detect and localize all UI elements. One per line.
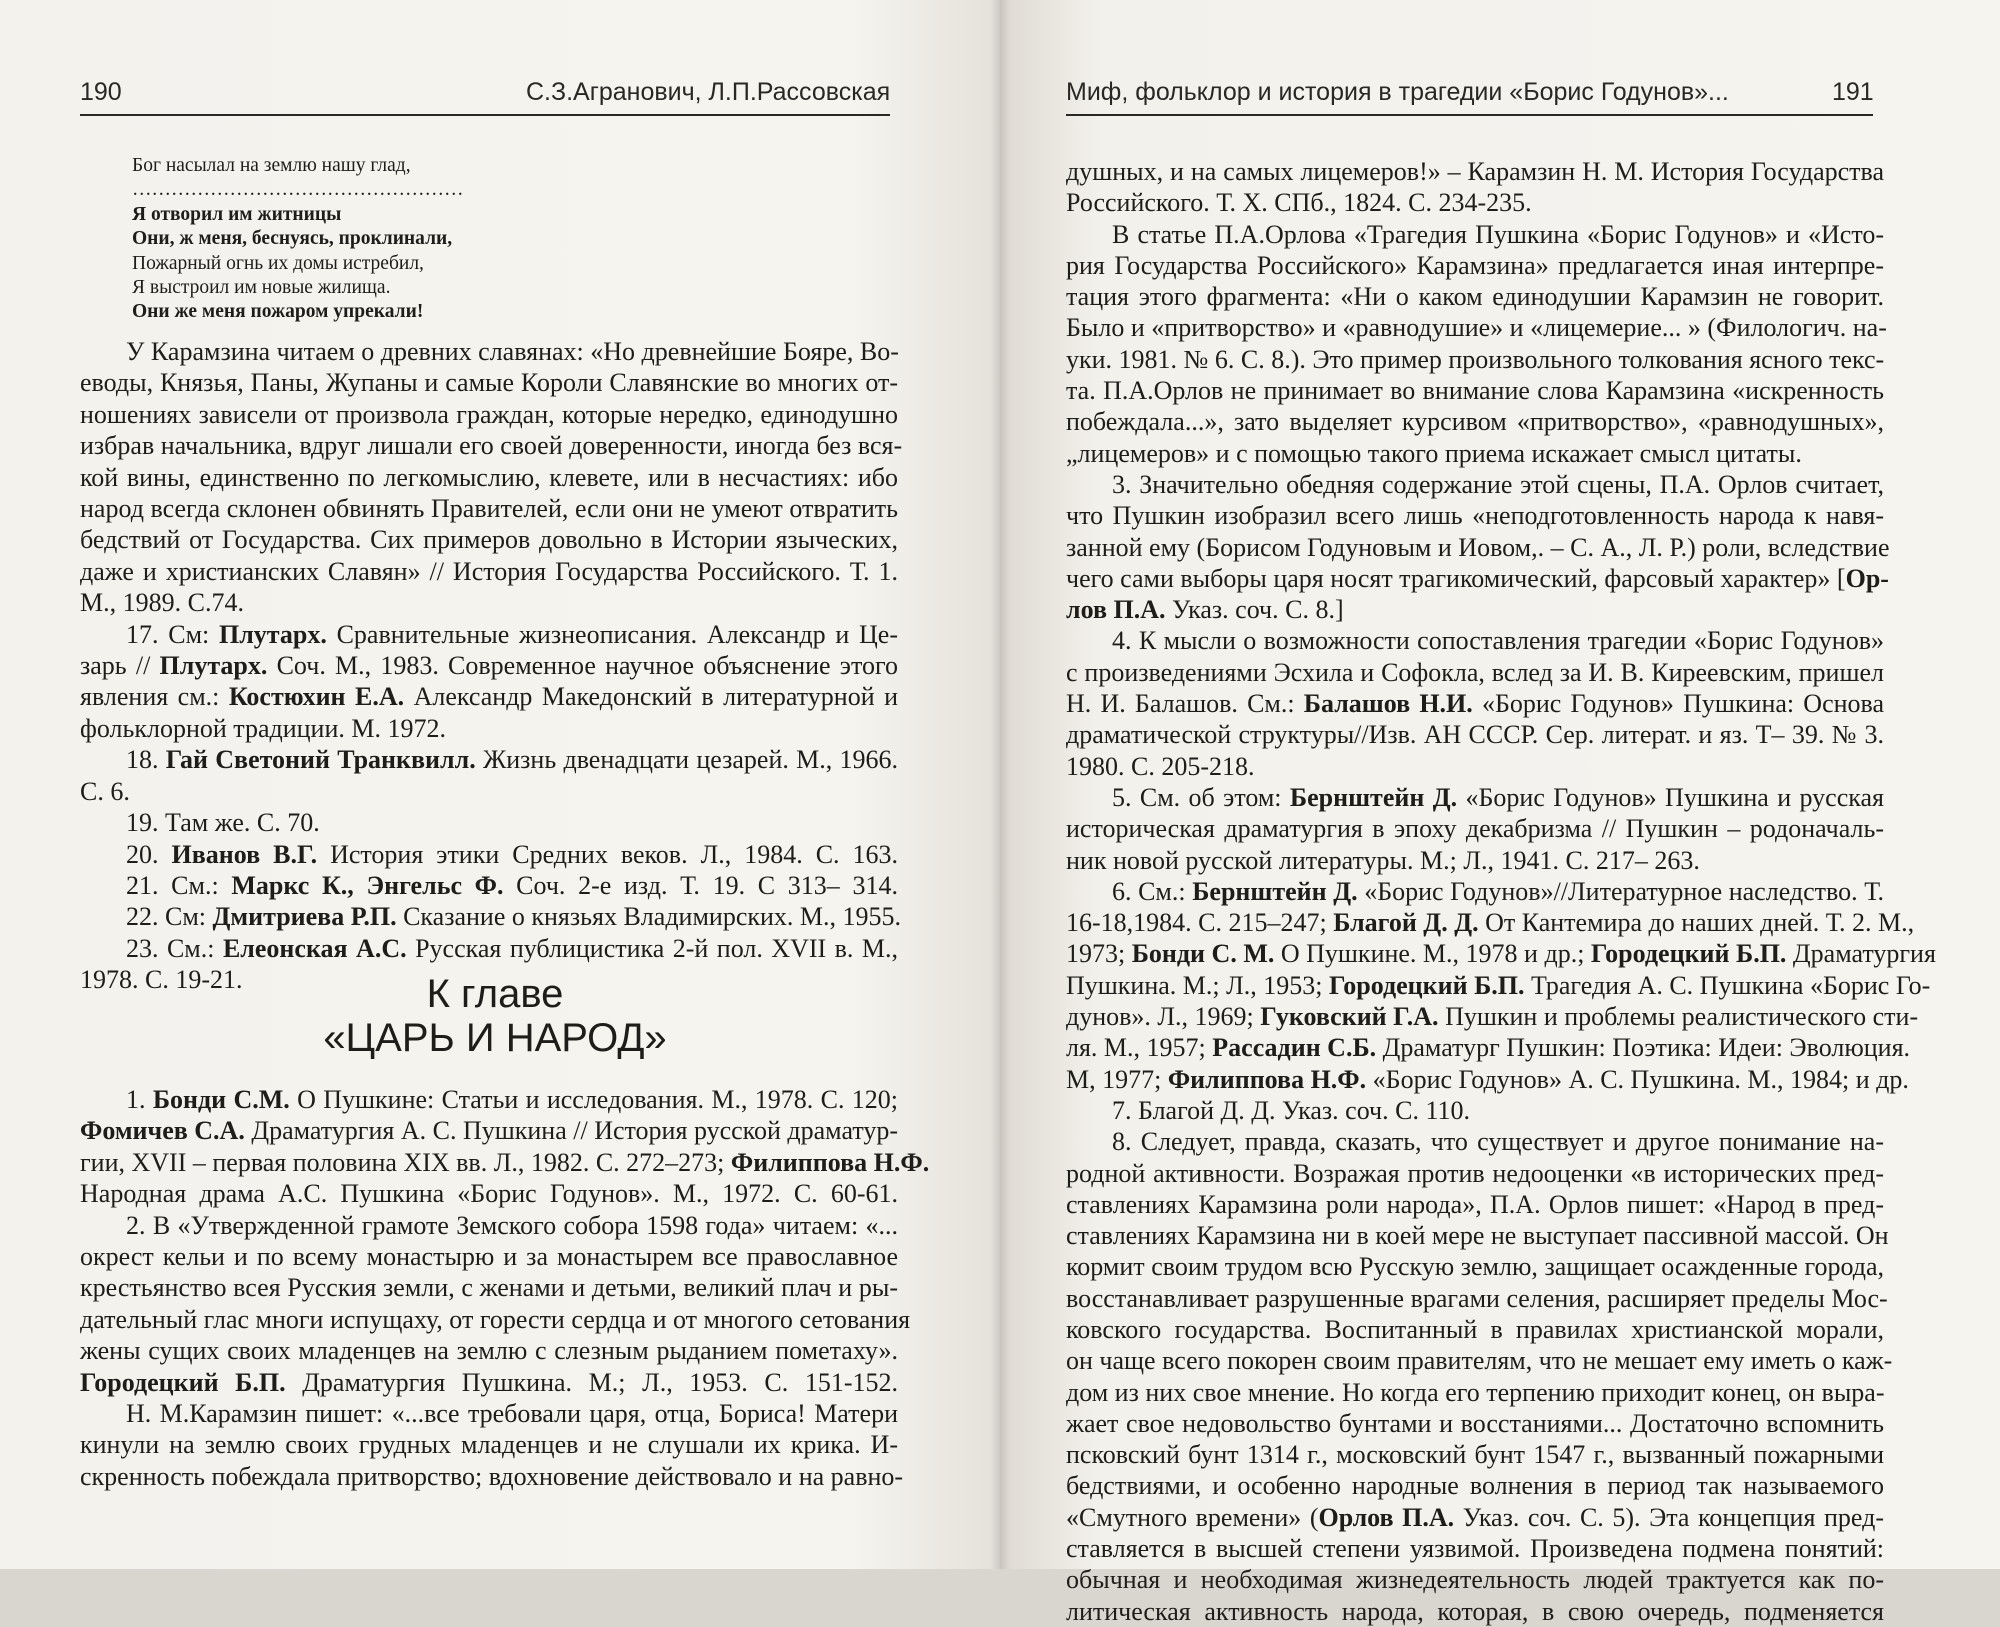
poem-line: Я выстроил им новые жилища. xyxy=(132,277,391,299)
book-gutter xyxy=(990,0,1010,1569)
text-line: жает свое недовольство бунтами и восстаниями... Достаточно вспомнить xyxy=(1066,1408,1884,1438)
text-line: Городецкий Б.П. Драматургия Пушкина. М.; Л., 1953. С. 151-152. xyxy=(80,1367,898,1397)
chapter-heading-title: «ЦАРЬ И НАРОД» xyxy=(323,1016,667,1060)
page-number-left: 190 xyxy=(80,78,122,106)
text-line: ковского государства. Воспитанный в правилах христианской морали, xyxy=(1066,1314,1884,1344)
text-line: 19. Там же. С. 70. xyxy=(126,808,320,838)
text-line: 1. Бонди С.М. О Пушкине: Статьи и исследования. М., 1978. С. 120; xyxy=(126,1085,899,1114)
text-line: окрест кельи и по всему монастырю и за монастырем все православное xyxy=(80,1242,898,1272)
left-notes-block xyxy=(80,336,903,996)
text-line: скренность побеждала притворство; вдохновение действовало и на равно- xyxy=(80,1461,904,1491)
text-line: историческая драматургия в эпоху декабризма // Пушкин – родоначаль- xyxy=(1066,814,1884,844)
text-line: что Пушкин изобразил всего лишь «неподготовленность народа к навя- xyxy=(1066,501,1884,531)
text-line: кинули на землю своих грудных младенцев и не слушали их крика. И- xyxy=(80,1430,898,1460)
text-line: М., 1989. С.74. xyxy=(80,588,244,618)
text-line: М, 1977; Филиппова Н.Ф. «Борис Годунов» А. С. Пушкина. М., 1984; и др. xyxy=(1066,1064,1909,1094)
text-line: восстанавливает разрушенные врагами селения, расширяет пределы Мос- xyxy=(1066,1283,1888,1313)
text-line: дом из них свое мнение. Но когда его терпению приходит конец, он выра- xyxy=(1066,1377,1885,1407)
text-line: Н. И. Балашов. См.: Балашов Н.И. «Борис Годунов» Пушкина: Основа xyxy=(1066,689,1885,719)
poem-epigraph xyxy=(132,154,464,325)
text-line: избрав начальника, вдруг лишали его своей доверенности, иногда без вся- xyxy=(80,431,903,461)
text-line: Народная драма А.С. Пушкина «Борис Годунов». М., 1972. С. 60-61. xyxy=(80,1179,898,1209)
text-line: С. 6. xyxy=(80,776,130,806)
poem-line: Они же меня пожаром упрекали! xyxy=(132,301,424,323)
header-rule-left xyxy=(80,114,890,116)
right-notes-block xyxy=(1066,156,1936,1627)
text-line: литическая активность народа, которая, в свою очередь, подменяется xyxy=(1066,1596,1884,1626)
text-line: он чаще всего покорен своим правителям, что не мешает ему иметь о каж- xyxy=(1066,1346,1893,1376)
header-rule-right xyxy=(1066,114,1873,116)
chapter-heading-label: К главе xyxy=(426,972,564,1016)
text-line: „лицемеров» и с помощью такого приема искажает смысл цитаты. xyxy=(1066,438,1802,468)
text-line: У Карамзина читаем о древних славянах: «Но древнейшие Бояре, Во- xyxy=(126,337,899,366)
text-line: 17. См: Плутарх. Сравнительные жизнеописания. Александр и Це- xyxy=(126,619,898,649)
text-line: Фомичев С.А. Драматургия А. С. Пушкина // История русской драматур- xyxy=(80,1116,898,1146)
text-line: дательный глас многи испущаху, от горести сердца и от многого сетования xyxy=(80,1304,911,1334)
poem-line: Бог насылал на землю нашу глад, xyxy=(132,155,411,176)
text-line: 1973; Бонди С. М. О Пушкине. М., 1978 и др.; Городецкий Б.П. Драматургия xyxy=(1066,939,1936,969)
text-line: фольклорной традиции. М. 1972. xyxy=(80,713,446,743)
text-line: драматической структуры//Изв. АН СССР. Сер. литерат. и яз. Т– 39. № 3. xyxy=(1066,720,1884,750)
text-line: В статье П.А.Орлова «Трагедия Пушкина «Борис Годунов» и «Исто- xyxy=(1112,219,1884,249)
text-line: с произведениями Эсхила и Софокла, вслед за И. В. Киреевским, пришел xyxy=(1066,657,1884,687)
text-line: 5. См. об этом: Бернштейн Д. «Борис Годунов» Пушкина и русская xyxy=(1112,782,1884,812)
text-line: ставлениях Карамзина ни в коей мере не выступает пассивной массой. Он xyxy=(1066,1221,1889,1251)
text-line: чего сами выборы царя носят трагикомический, фарсовый характер» [Ор- xyxy=(1066,563,1889,593)
text-line: ставляется в высшей степени уязвимой. Произведена подмена понятий: xyxy=(1066,1534,1884,1564)
text-line: дунов». Л., 1969; Гуковский Г.А. Пушкин и проблемы реалистического сти- xyxy=(1066,1002,1919,1032)
text-line: Н. М.Карамзин пишет: «...все требовали царя, отца, Бориса! Матери xyxy=(126,1399,898,1429)
text-line: ставлениях Карамзина роли народа», П.А. Орлов пишет: «Народ в пред- xyxy=(1066,1189,1884,1219)
text-line: явления см.: Костюхин Е.А. Александр Македонский в литературной и xyxy=(80,682,898,712)
poem-line: Они, ж меня, беснуясь, проклинали, xyxy=(132,228,453,250)
text-line: 20. Иванов В.Г. История этики Средних веков. Л., 1984. С. 163. xyxy=(126,839,899,869)
right-page xyxy=(1000,0,2000,1626)
poem-line: …………………………………………… xyxy=(132,179,464,201)
text-line: еводы, Князья, Паны, Жупаны и самые Короли Славянские во многих от- xyxy=(80,368,898,398)
text-line: гии, XVII – первая половина XIX вв. Л., 1982. С. 272–273; Филиппова Н.Ф. xyxy=(80,1147,930,1177)
text-line: 3. Значительно обедняя содержание этой сцены, П.А. Орлов считает, xyxy=(1112,469,1884,499)
page-number-right: 191 xyxy=(1832,78,1874,106)
text-line: бедствий от Государства. Сих примеров довольно в Истории языческих, xyxy=(80,525,898,555)
text-line: лов П.А. Указ. соч. С. 8.] xyxy=(1066,595,1344,625)
text-line: 2. В «Утвержденной грамоте Земского собора 1598 года» читаем: «... xyxy=(126,1210,898,1240)
text-line: 6. См.: Бернштейн Д. «Борис Годунов»//Литературное наследство. Т. xyxy=(1112,876,1884,906)
text-line: народ всегда склонен обвинять Правителей, если они не умеют отвратить xyxy=(80,494,898,524)
text-line: даже и христианских Славян» // История Государства Российского. Т. 1. xyxy=(80,556,898,586)
text-line: Пушкина. М.; Л., 1953; Городецкий Б.П. Трагедия А. С. Пушкина «Борис Го- xyxy=(1066,970,1931,1000)
text-line: 18. Гай Светоний Транквилл. Жизнь двенадцати цезарей. М., 1966. xyxy=(126,745,899,775)
poem-line: Я отворил им житницы xyxy=(132,203,342,225)
text-line: 22. См: Дмитриева Р.П. Сказание о князьях Владимирских. М., 1955. xyxy=(126,902,902,932)
text-line: 16-18,1984. С. 215–247; Благой Д. Д. От Кантемира до наших дней. Т. 2. М., xyxy=(1066,908,1915,938)
text-line: ношениях зависели от произвола граждан, которые нередко, единодушно xyxy=(80,399,898,429)
text-line: Было и «притворство» и «равнодушие» и «лицемерие... » (Филологич. на- xyxy=(1066,313,1887,343)
text-line: ля. М., 1957; Рассадин С.Б. Драматург Пушкин: Поэтика: Идеи: Эволюция. xyxy=(1066,1033,1911,1063)
text-line: ник новой русской литературы. М.; Л., 1941. С. 217– 263. xyxy=(1066,845,1700,875)
text-line: тация этого фрагмента: «Ни о каком единодушии Карамзин не говорит. xyxy=(1066,282,1884,312)
text-line: зарь // Плутарх. Соч. М., 1983. Современное научное объяснение этого xyxy=(80,651,898,681)
text-line: 4. К мысли о возможности сопоставления трагедии «Борис Годунов» xyxy=(1112,626,1884,656)
left-page xyxy=(0,0,1000,1569)
text-line: кормит своим трудом всю Русскую землю, защищает осажденные города, xyxy=(1066,1252,1884,1282)
text-line: уки. 1981. № 6. С. 8.). Это пример произвольного толкования ясного текс- xyxy=(1066,344,1885,374)
text-line: крестьянство всея Русския земли, с женами и детьми, великий плач и ры- xyxy=(80,1273,898,1303)
text-line: родной активности. Возражая против недооценки «в исторических пред- xyxy=(1066,1158,1884,1188)
text-line: 1980. С. 205-218. xyxy=(1066,751,1255,781)
text-line: «Смутного времени» (Орлов П.А. Указ. соч. С. 5). Эта концепция пред- xyxy=(1066,1502,1884,1532)
poem-line: Пожарный огнь их домы истребил, xyxy=(132,252,424,274)
text-line: кой вины, единственно по легкомыслию, клевете, или в несчастиях: ибо xyxy=(80,462,898,492)
text-line: 7. Благой Д. Д. Указ. соч. С. 110. xyxy=(1112,1095,1470,1125)
chapter-notes-block xyxy=(80,1084,930,1492)
running-head-right: Миф, фольклор и история в трагедии «Борис Годунов»... xyxy=(1066,78,1729,106)
text-line: Российского. Т. Х. СПб., 1824. С. 234-235. xyxy=(1066,188,1532,218)
text-line: занной ему (Борисом Годуновым и Иовом,. – С. А., Л. Р.) роли, вследствие xyxy=(1066,532,1890,562)
text-line: бедствиями, и особенно народные волнения в период так называемого xyxy=(1066,1471,1884,1501)
text-line: псковский бунт 1314 г., московский бунт 1547 г., вызванный пожарными xyxy=(1066,1440,1884,1470)
text-line: та. П.А.Орлов не принимает во внимание слова Карамзина «искренность xyxy=(1066,376,1884,406)
text-line: 8. Следует, правда, сказать, что существует и другое понимание на- xyxy=(1112,1127,1884,1157)
text-line: обычная и необходимая жизнедеятельность людей трактуется как по- xyxy=(1066,1565,1884,1595)
text-line: 1978. С. 19-21. xyxy=(80,965,243,995)
text-line: 21. См.: Маркс К., Энгельс Ф. Соч. 2-е изд. Т. 19. С 313– 314. xyxy=(126,870,898,900)
text-line: рия Государства Российского» Карамзина» предлагается иная интерпре- xyxy=(1066,250,1884,280)
text-line: 23. См.: Елеонская А.С. Русская публицистика 2-й пол. XVII в. М., xyxy=(126,933,898,963)
text-line: душных, и на самых лицемеров!» – Карамзин Н. М. История Государства xyxy=(1066,157,1884,186)
text-line: жены сущих своих младенцев на землю с слезным рыданием пометаху». xyxy=(80,1336,898,1366)
text-line: побеждала...», зато выделяет курсивом «притворство», «равнодушных», xyxy=(1066,407,1884,437)
running-head-left: С.З.Агранович, Л.П.Рассовская xyxy=(526,78,891,106)
